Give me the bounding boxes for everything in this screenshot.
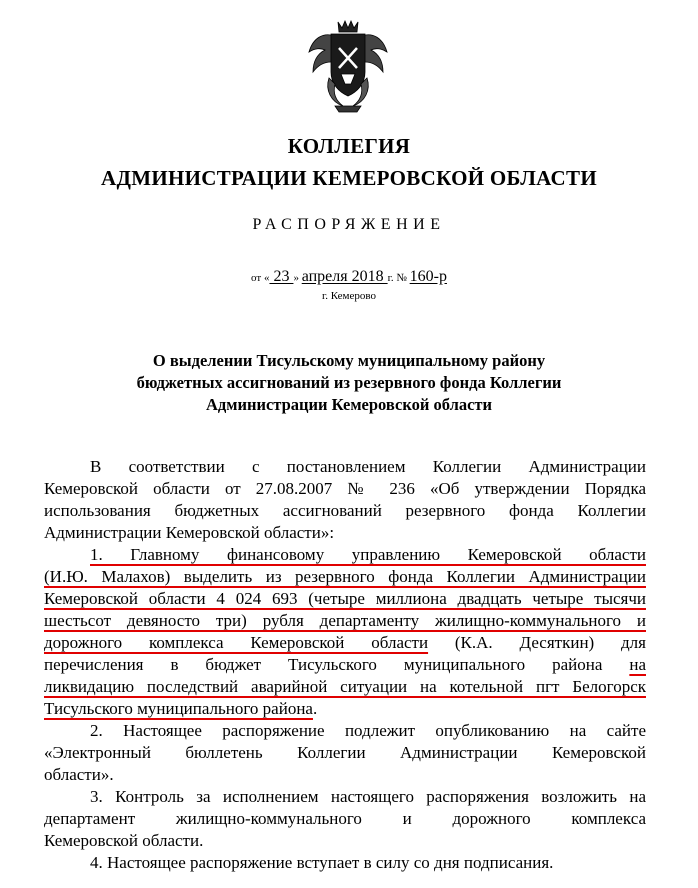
- body-line: 4. Настоящее распоряжение вступает в силу со дня подписания.: [90, 853, 554, 872]
- body-line-highlighted: 1. Главному финансовому управлению Кемеровской области: [90, 545, 646, 564]
- title-line: О выделении Тисульскому муниципальному району: [152, 351, 546, 370]
- number-label: №: [393, 272, 410, 284]
- document-number: 160-р: [409, 268, 447, 285]
- title-line: бюджетных ассигнований из резервного фонда Коллегии: [136, 373, 562, 392]
- body-line: департамент жилищно-коммунального и дорожного комплекса: [44, 809, 646, 828]
- body-line: 3. Контроль за исполнением настоящего распоряжения возложить на: [90, 787, 646, 806]
- document-body: [44, 456, 646, 874]
- body-line: Администрации Кемеровской области»:: [44, 523, 335, 542]
- body-line-highlighted: дорожного комплекса Кемеровской области (К.А. Десяткин) для: [44, 633, 646, 652]
- title-line: Администрации Кемеровской области: [205, 395, 493, 414]
- body-line: В соответствии с постановлением Коллегии Администрации: [90, 457, 646, 476]
- body-line: области».: [44, 765, 114, 784]
- body-line: Кемеровской области.: [44, 831, 204, 850]
- city-label: г. Кемерово: [321, 290, 377, 302]
- date-day: 23: [269, 268, 294, 285]
- body-line-highlighted: Тисульского муниципального района.: [44, 699, 318, 718]
- body-line-highlighted: Кемеровской области 4 024 693 (четыре миллиона двадцать четыре тысячи: [44, 589, 646, 608]
- body-line: перечисления в бюджет Тисульского муниципального района на: [44, 655, 646, 674]
- body-line-highlighted: шестьсот девяносто три) рубля департаменту жилищно-коммунального и: [44, 611, 646, 630]
- document-type: РАСПОРЯЖЕНИЕ: [252, 216, 446, 233]
- body-line: «Электронный бюллетень Коллегии Администрации Кемеровской: [44, 743, 646, 762]
- document-dateline: [0, 268, 698, 286]
- date-close-quote: »: [293, 272, 302, 284]
- body-line: использования бюджетных ассигнований резервного фонда Коллегии: [44, 501, 646, 520]
- body-line: 2. Настоящее распоряжение подлежит опубликованию на сайте: [90, 721, 646, 740]
- collegium-title: КОЛЛЕГИЯ: [287, 134, 411, 158]
- body-line-highlighted: (И.Ю. Малахов) выделить из резервного фонда Коллегии Администрации: [44, 567, 646, 586]
- coat-of-arms-emblem: [305, 18, 391, 118]
- body-line-highlighted: ликвидацию последствий аварийной ситуации на котельной пгт Белогорск: [44, 677, 646, 696]
- body-line: Кемеровской области от 27.08.2007 № 236 «Об утверждении Порядка: [44, 479, 646, 498]
- date-month-year: апреля 2018: [301, 268, 388, 285]
- year-suffix: г.: [387, 272, 394, 284]
- administration-title: АДМИНИСТРАЦИИ КЕМЕРОВСКОЙ ОБЛАСТИ: [101, 166, 597, 190]
- date-prefix: от «: [251, 272, 270, 284]
